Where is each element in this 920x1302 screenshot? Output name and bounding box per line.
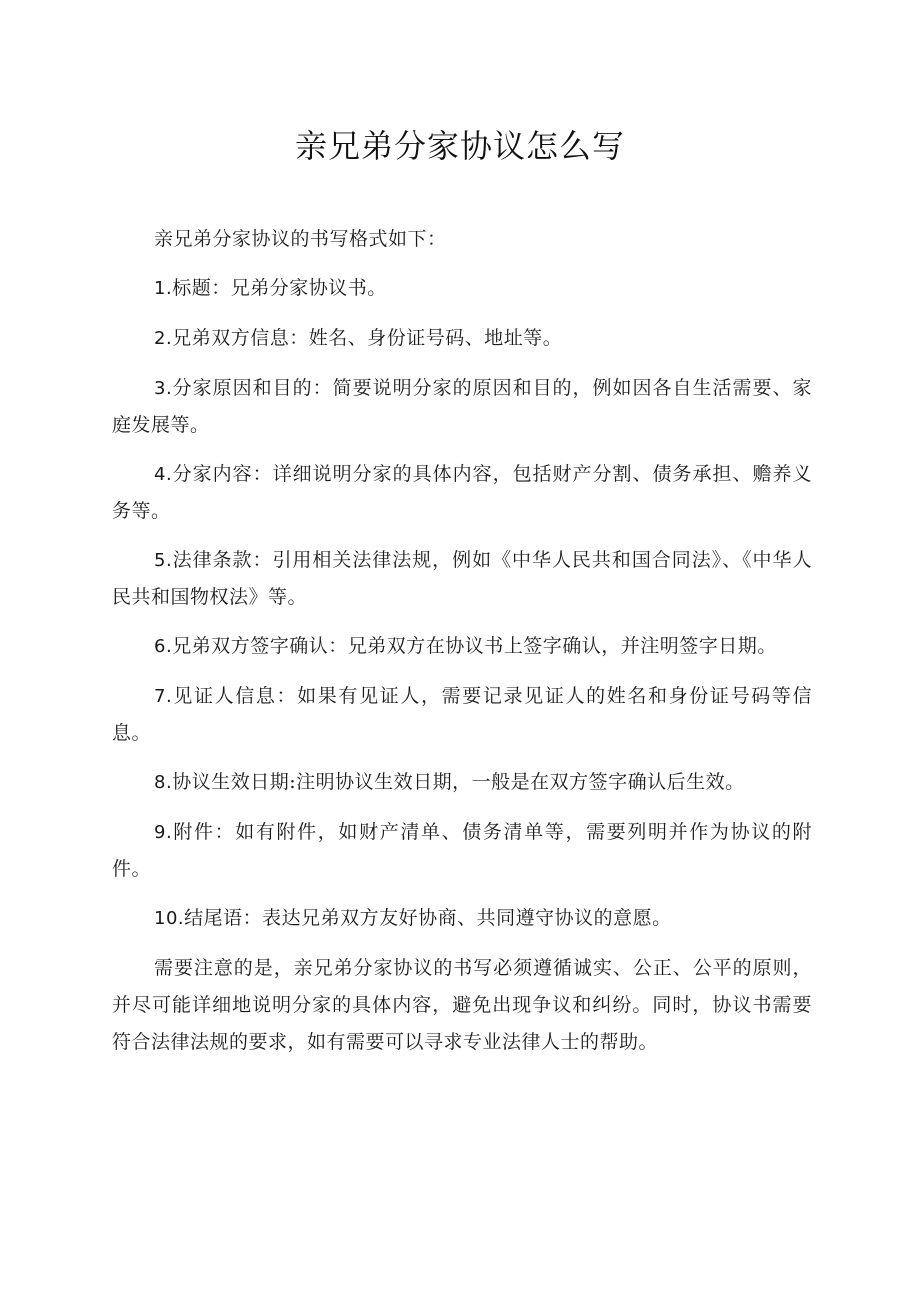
item-number: 7.: [154, 686, 173, 707]
item-number: 10.: [154, 908, 185, 929]
item-text: 见证人信息：如果有见证人，需要记录见证人的姓名和身份证号码等信息。: [112, 685, 812, 744]
item-number: 9.: [154, 822, 173, 843]
item-text: 兄弟双方签字确认：兄弟双方在协议书上签字确认，并注明签字日期。: [172, 635, 777, 657]
item-text: 法律条款：引用相关法律法规，例如《中华人民共和国合同法》、《中华人民共和国物权法》等。: [112, 549, 812, 608]
intro-paragraph: 亲兄弟分家协议的书写格式如下：: [154, 228, 447, 250]
item-text: 附件：如有附件，如财产清单、债务清单等，需要列明并作为协议的附件。: [112, 821, 812, 880]
list-item-6: [112, 628, 812, 665]
list-item-3: [112, 370, 812, 443]
list-item-9: [112, 814, 812, 887]
item-number: 6.: [154, 636, 173, 657]
item-number: 3.: [154, 378, 173, 399]
closing-paragraph: 需要注意的是，亲兄弟分家协议的书写必须遵循诚实、公正、公平的原则，并尽可能详细地说明分家的具体内容，避免出现争议和纠纷。同时，协议书需要符合法律法规的要求，如有需要可以寻求专业法律人士的帮助。: [112, 957, 812, 1053]
list-item-2: [112, 320, 812, 357]
item-number: 8.: [154, 772, 173, 793]
item-text: 兄弟双方信息：姓名、身份证号码、地址等。: [172, 327, 563, 349]
item-text: 结尾语：表达兄弟双方友好协商、共同遵守协议的意愿。: [184, 907, 672, 929]
list-item-7: [112, 678, 812, 751]
list-item-8: [112, 764, 812, 801]
item-text: 标题：兄弟分家协议书。: [172, 277, 387, 299]
list-item-1: [112, 270, 812, 307]
item-text: 分家原因和目的：简要说明分家的原因和目的，例如因各自生活需要、家庭发展等。: [112, 377, 812, 436]
item-number: 5.: [154, 550, 173, 571]
list-item-4: [112, 456, 812, 529]
item-text: 协议生效日期:注明协议生效日期，一般是在双方签字确认后生效。: [172, 771, 745, 793]
item-number: 2.: [154, 328, 173, 349]
item-number: 1.: [154, 278, 173, 299]
list-item-10: [112, 900, 812, 937]
document-body: [112, 221, 812, 1074]
document-title: 亲兄弟分家协议怎么写: [294, 127, 625, 165]
list-item-5: [112, 542, 812, 615]
item-text: 分家内容：详细说明分家的具体内容，包括财产分割、债务承担、赡养义务等。: [112, 463, 812, 522]
item-number: 4.: [154, 464, 173, 485]
